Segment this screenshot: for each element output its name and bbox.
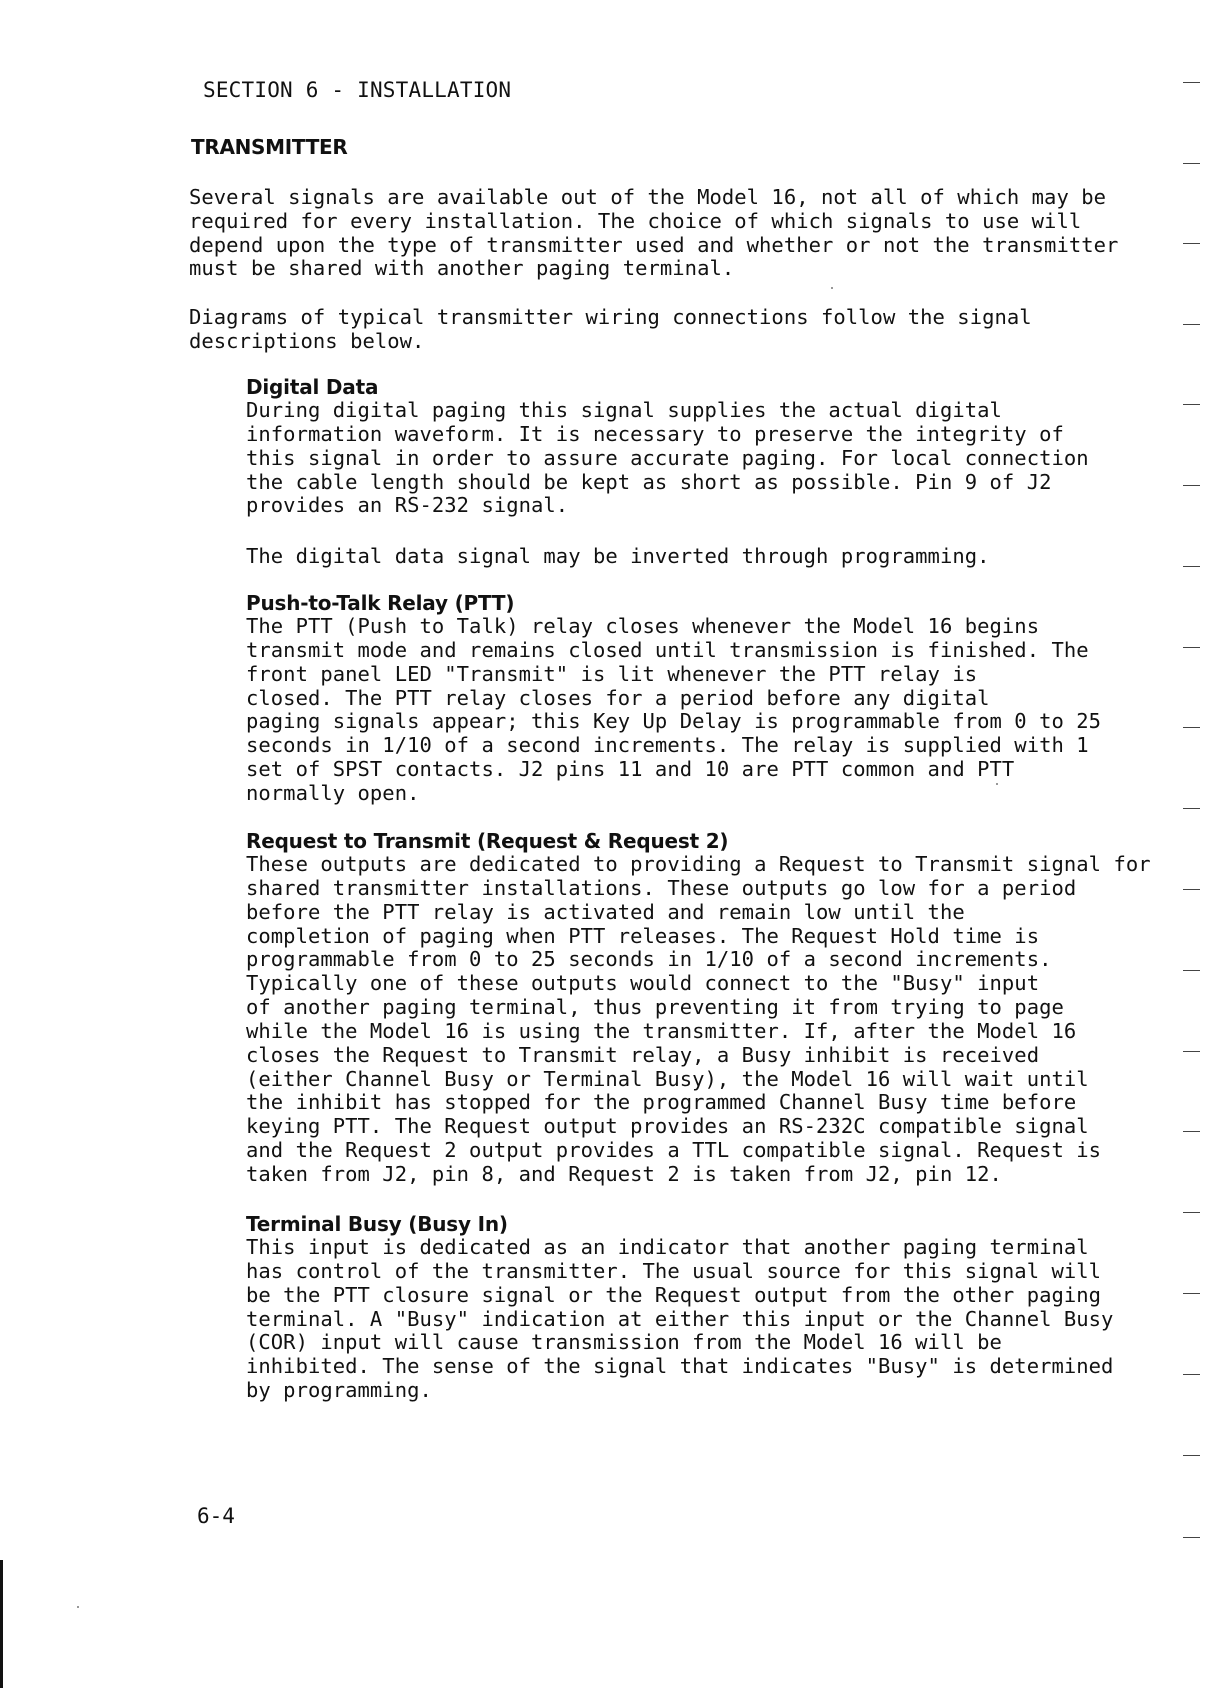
request-to-transmit-body: These outputs are dedicated to providing a Request to Transmit signal for shared transmitter installations. These outputs go low for a period before the PTT relay is activated and remain low until the completion of paging when PTT releases. The Request Hold time is programmable from 0 to 25 seconds in 1/10 of a second increments. Typically one of these outputs would connect to the "Busy" input of another paging terminal, thus preventing it from trying to page while the Model 16 is using the transmitter. If, after the Model 16 closes the Request to Transmit relay, a Busy inhibit is received (either Channel Busy or Terminal Busy), the Model 16 will wait until the inhibit has stopped for the programmed Channel Busy time before keying PTT. The Request output provides an RS-232C compatible signal and the Request 2 output provides a TTL compatible signal. Request is taken from J2, pin 8, and Request 2 is taken from J2, pin 12. (246, 852, 1151, 1186)
page-number: 6-4 (197, 1504, 235, 1528)
margin-tick (1183, 404, 1200, 405)
scan-speck (831, 287, 833, 289)
margin-tick (1183, 1537, 1200, 1538)
transmitter-heading: TRANSMITTER (191, 135, 348, 159)
digital-data-body: During digital paging this signal supplies the actual digital information waveform. It is necessary to preserve the integrity of this signal in order to assure accurate paging. For local connection the cable length should be kept as short as possible. Pin 9 of J2 provides an RS-232 signal. (246, 398, 1089, 518)
terminal-busy-body: This input is dedicated as an indicator that another paging terminal has control of the transmitter. The usual source for this signal will be the PTT closure signal or the Request output from the other paging terminal. A "Busy" indication at either this input or the Channel Busy (COR) input will cause transmission from the Model 16 will be inhibited. The sense of the signal that indicates "Busy" is determined by programming. (246, 1235, 1114, 1403)
margin-tick (1183, 163, 1200, 164)
margin-tick (1183, 1293, 1200, 1294)
margin-tick (1183, 808, 1200, 809)
scan-speck (996, 783, 998, 785)
request-to-transmit-title: Request to Transmit (Request & Request 2) (246, 829, 729, 853)
margin-tick (1183, 1374, 1200, 1375)
margin-tick (1183, 82, 1200, 83)
scan-speck (77, 1606, 79, 1608)
margin-tick (1183, 1212, 1200, 1213)
diagrams-paragraph: Diagrams of typical transmitter wiring connections follow the signal descriptions below. (189, 305, 1032, 353)
margin-tick (1183, 1051, 1200, 1052)
terminal-busy-section (246, 1212, 1146, 1403)
scan-edge-bar (0, 1560, 3, 1688)
intro-paragraph: Several signals are available out of the Model 16, not all of which may be required for every installation. The choice of which signals to use will depend upon the type of transmitter used and whether or not the transmitter must be shared with another paging terminal. (189, 185, 1119, 281)
margin-tick (1183, 485, 1200, 486)
margin-tick (1183, 1455, 1200, 1456)
margin-tick (1183, 970, 1200, 971)
margin-tick (1183, 566, 1200, 567)
digital-data-title: Digital Data (246, 375, 379, 399)
margin-tick (1183, 1131, 1200, 1132)
request-to-transmit-section (246, 829, 1151, 1187)
margin-tick (1183, 324, 1200, 325)
ptt-section (246, 591, 1146, 806)
ptt-body: The PTT (Push to Talk) relay closes whenever the Model 16 begins transmit mode and remains closed until transmission is finished. The front panel LED "Transmit" is lit whenever the PTT relay is closed. The PTT relay closes for a period before any digital paging signals appear; this Key Up Delay is programmable from 0 to 25 seconds in 1/10 of a second increments. The relay is supplied with 1 set of SPST contacts. J2 pins 11 and 10 are PTT common and PTT normally open. (246, 614, 1102, 805)
terminal-busy-title: Terminal Busy (Busy In) (246, 1212, 508, 1236)
margin-tick (1183, 889, 1200, 890)
margin-tick (1183, 727, 1200, 728)
digital-data-note-section (246, 545, 1146, 569)
margin-tick (1183, 647, 1200, 648)
digital-data-note: The digital data signal may be inverted through programming. (246, 544, 990, 568)
margin-tick (1183, 243, 1200, 244)
section-header: SECTION 6 - INSTALLATION (203, 78, 512, 102)
ptt-title: Push-to-Talk Relay (PTT) (246, 591, 515, 615)
digital-data-section (246, 375, 1146, 518)
